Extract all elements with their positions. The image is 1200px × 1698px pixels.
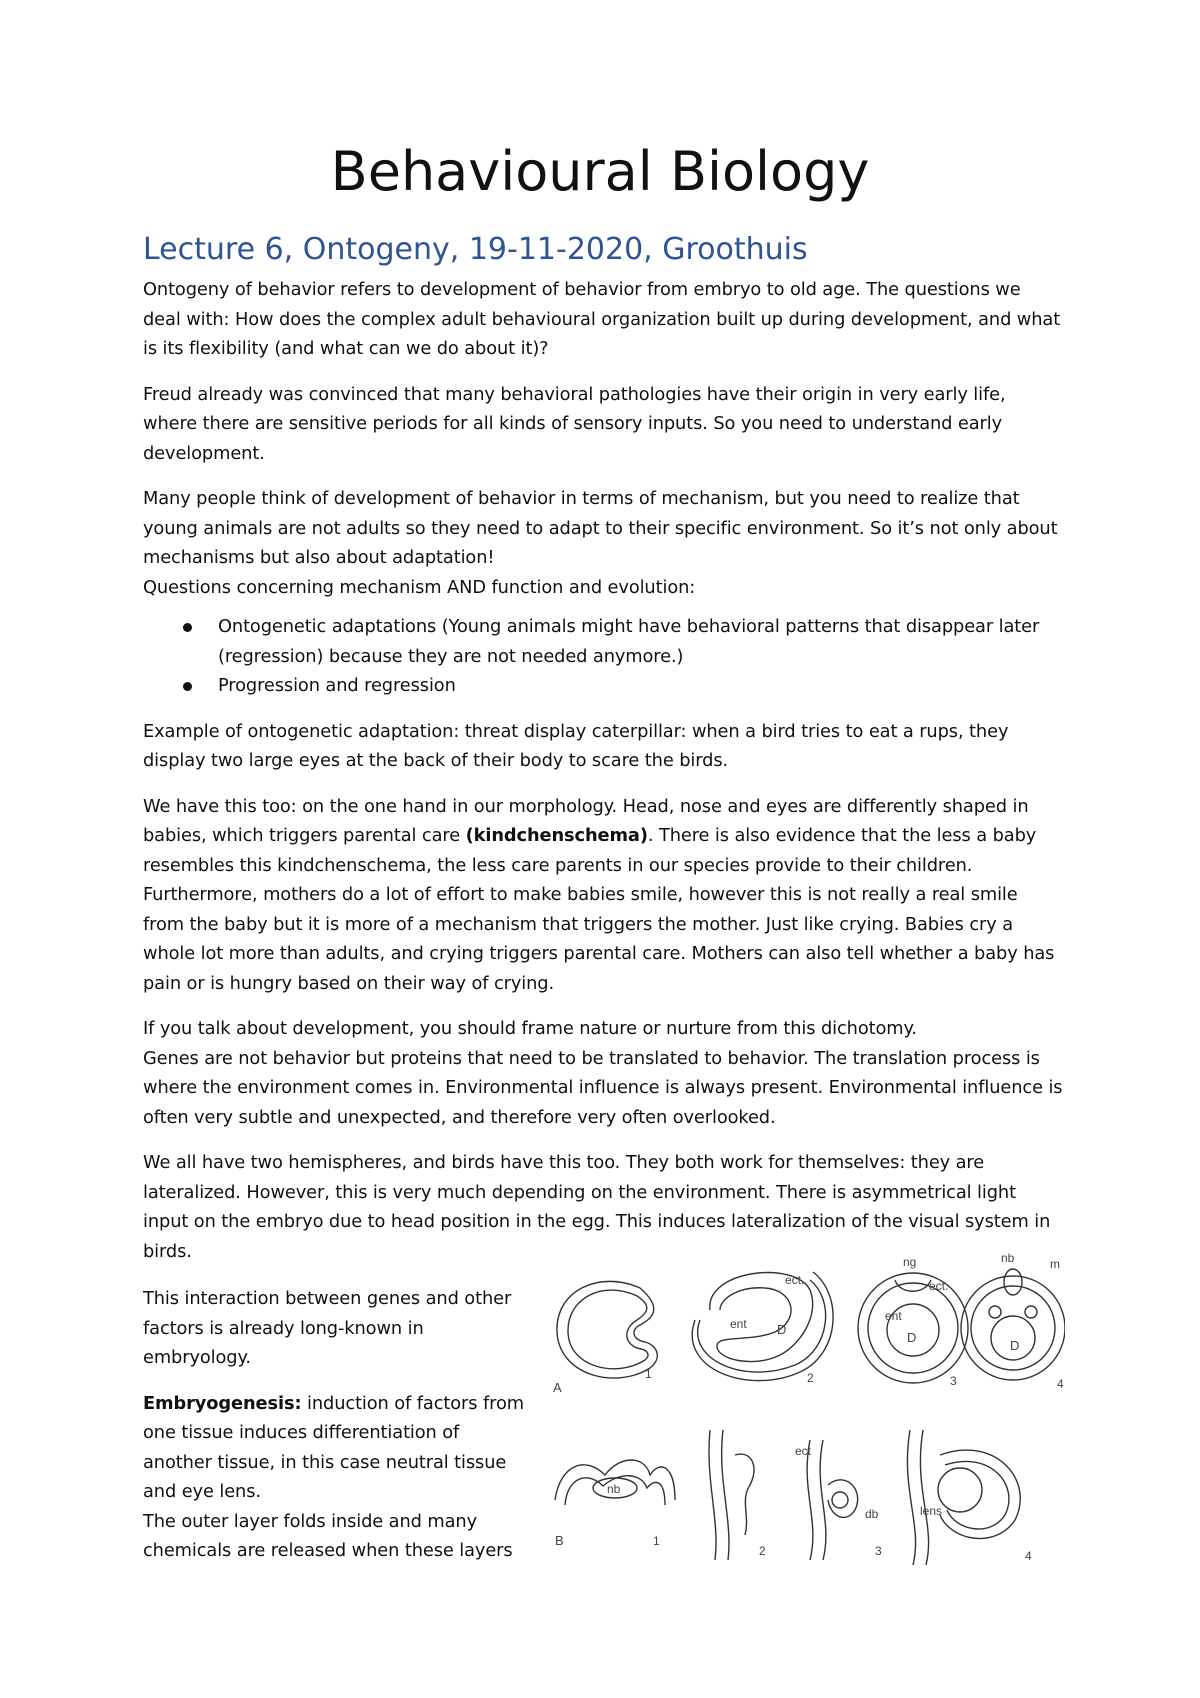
paragraph-freud: Freud already was convinced that many behavioral pathologies have their origin in very early life, where there are sensitive periods for all kinds of sensory inputs. So you need to understand early development. xyxy=(143,383,1006,464)
list-item xyxy=(143,671,1063,701)
bullet-icon xyxy=(183,623,192,632)
main-text xyxy=(143,275,1063,1282)
stage-number: 3 xyxy=(875,1544,882,1558)
label-ect: ect xyxy=(795,1444,812,1458)
stage-number: 2 xyxy=(807,1371,814,1385)
embryogenesis-term: Embryogenesis: xyxy=(143,1392,302,1414)
list-item-text: Ontogenetic adaptations (Young animals might have behavioral patterns that disappear later (regression) because they are not needed anymore.) xyxy=(218,616,1040,667)
stage-b2-drawing xyxy=(709,1430,754,1560)
label-ect: ect. xyxy=(785,1273,805,1287)
bullet-list xyxy=(143,612,1063,701)
kindchenschema-term: (kindchenschema) xyxy=(465,825,648,846)
stage-b4-drawing xyxy=(907,1430,1020,1565)
embryology-text xyxy=(143,1284,528,1566)
page-title: Behavioural Biology xyxy=(330,140,870,203)
paragraph-embryology: This interaction between genes and other factors is already long-known in embryology. xyxy=(143,1288,512,1368)
stage-number: 3 xyxy=(950,1374,957,1388)
label-d: D xyxy=(777,1322,787,1337)
label-lens: lens xyxy=(920,1504,943,1518)
paragraph-caterpillar: Example of ontogenetic adaptation: threat display caterpillar: when a bird tries to eat a rups, they display two large eyes at the back of their body to scare the birds. xyxy=(143,720,1009,771)
stage-number: 1 xyxy=(645,1367,652,1381)
row-b-label: B xyxy=(555,1533,564,1548)
list-item-text: Progression and regression xyxy=(218,675,456,696)
lecture-subtitle: Lecture 6, Ontogeny, 19-11-2020, Groothuis xyxy=(143,232,808,267)
label-ect: ect. xyxy=(929,1279,949,1293)
stage-number: 2 xyxy=(759,1544,766,1558)
paragraph-mechanism: Many people think of development of behavior in terms of mechanism, but you need to realize that young animals are not adults so they need to adapt to their specific environment. So it’s not only about mechanisms but also about adaptation! xyxy=(143,488,1058,568)
label-m: m xyxy=(1050,1257,1060,1271)
stage-a1-drawing xyxy=(557,1281,657,1378)
list-item xyxy=(143,612,1063,671)
stage-number: 4 xyxy=(1025,1549,1032,1563)
paragraph-embryogenesis xyxy=(143,1389,528,1507)
stage-b3-drawing xyxy=(807,1440,858,1560)
paragraph-kindchenschema xyxy=(143,792,1063,999)
bullet-icon xyxy=(183,682,192,691)
label-db: db xyxy=(865,1507,879,1521)
paragraph-questions: Questions concerning mechanism AND function and evolution: xyxy=(143,576,696,598)
paragraph-outer-layer: The outer layer folds inside and many chemicals are released when these layers xyxy=(143,1510,513,1561)
paragraph-hemispheres: We all have two hemispheres, and birds have this too. They both work for themselves: they are lateralized. However, this is very much depending on the environment. There is asymmetrical light input on the embryo due to head position in the egg. This induces lateralization of the visual system in birds. xyxy=(143,1152,1051,1262)
label-d: D xyxy=(1010,1338,1020,1353)
label-nb: nb xyxy=(1001,1251,1015,1265)
stage-a2-drawing xyxy=(692,1272,833,1381)
stage-a3-drawing xyxy=(858,1273,968,1383)
stage-number: 4 xyxy=(1057,1377,1064,1391)
stage-a4-drawing xyxy=(961,1269,1065,1380)
paragraph-dichotomy: If you talk about development, you should frame nature or nurture from this dichotomy. xyxy=(143,1018,917,1039)
label-ent: ent xyxy=(885,1309,902,1323)
stage-number: 1 xyxy=(653,1534,660,1548)
label-ent: ent xyxy=(730,1317,747,1331)
kindchenschema-text-b: . There is also evidence that the less a baby resembles this kindchenschema, the less care parents in our species provide to their children. Furthermore, mothers do a lot of effort to make babies smile, however this is not really a real smile from the baby but it is more of a mechanism that triggers the mother. Just like crying. Babies cry a whole lot more than adults, and crying triggers parental care. Mothers can also tell whether a baby has pain or is hungry based on their way of crying. xyxy=(143,825,1055,994)
embryogenesis-text: induction of factors from one tissue induces differentiation of another tissue, in this case neutral tissue and eye lens. xyxy=(143,1392,524,1502)
row-a-label: A xyxy=(553,1380,562,1395)
label-d: D xyxy=(907,1330,917,1345)
paragraph-ontogeny: Ontogeny of behavior refers to development of behavior from embryo to old age. The questions we deal with: How does the complex adult behavioural organization built up during development, and what is its flexibility (and what can we do about it)? xyxy=(143,279,1061,359)
embryo-development-figure xyxy=(545,1250,1065,1565)
kindchenschema-text-a: We have this too: on the one hand in our morphology. Head, nose and eyes are differently shaped in babies, which triggers parental care xyxy=(143,795,1029,846)
label-nb: nb xyxy=(607,1482,621,1496)
label-ng: ng xyxy=(903,1255,917,1269)
paragraph-genes: Genes are not behavior but proteins that need to be translated to behavior. The translation process is where the environment comes in. Environmental influence is always present. Environmental influence is often very subtle and unexpected, and therefore very often overlooked. xyxy=(143,1047,1063,1128)
